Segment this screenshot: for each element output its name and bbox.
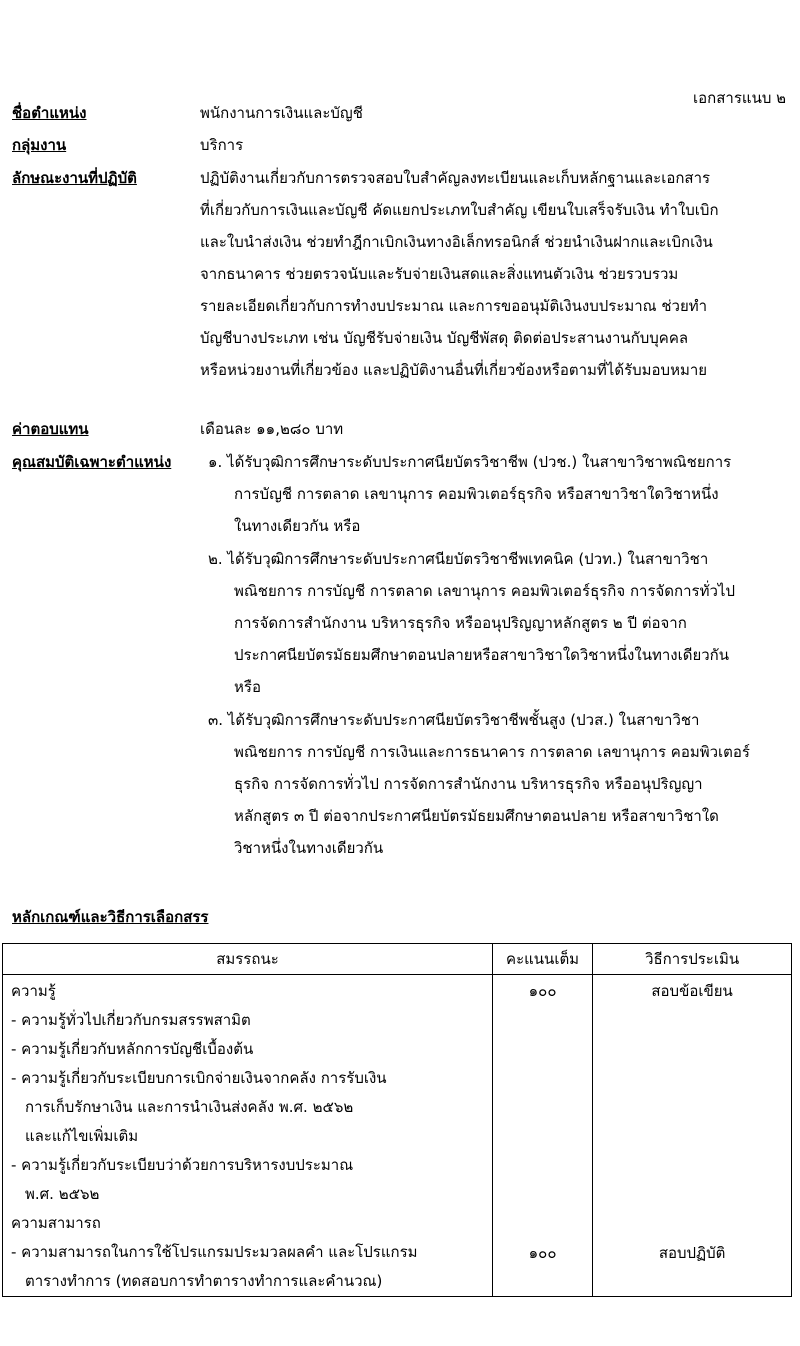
- position-row: [12, 97, 790, 129]
- sub-item-line: - ความรู้เกี่ยวกับหลักการบัญชีเบื้องต้น: [11, 1040, 254, 1058]
- compensation-value: เดือนละ ๑๑,๒๘๐ บาท: [200, 420, 344, 438]
- job-group-value: บริการ: [200, 136, 244, 154]
- qualifications-label: คุณสมบัติเฉพาะตำแหน่ง: [12, 453, 172, 471]
- sub-item-line: ตารางทำการ (ทดสอบการทำตารางทำการและคำนวณ): [25, 1272, 383, 1290]
- qualification-line: ในทางเดียวกัน หรือ: [234, 517, 361, 535]
- competency-sub-item: [11, 1035, 484, 1064]
- qualification-line: พณิชยการ การบัญชี การตลาด เลขานุการ คอมพิวเตอร์ธุรกิจ การจัดการทั่วไป: [234, 582, 735, 600]
- competency-sub-item: [11, 1006, 484, 1035]
- qualification-line: ๑. ได้รับวุฒิการศึกษาระดับประกาศนียบัตรวิชาชีพ (ปวช.) ในสาขาวิชาพณิชยการ: [208, 453, 732, 471]
- duties-line: รายละเอียดเกี่ยวกับการทำงบประมาณ และการขออนุมัติเงินงบประมาณ ช่วยทำ: [200, 297, 708, 315]
- qualification-item: [208, 446, 790, 542]
- duties-description: [200, 162, 790, 386]
- qualifications-row: [12, 446, 790, 865]
- sub-item-line: - ความรู้ทั่วไปเกี่ยวกับกรมสรรพสามิต: [11, 1011, 251, 1029]
- sub-item-line: - ความสามารถในการใช้โปรแกรมประมวลผลคำ และโปรแกรม: [11, 1243, 418, 1261]
- sub-item-line: พ.ศ. ๒๕๖๒: [25, 1185, 100, 1203]
- table-row: [3, 975, 792, 1210]
- qualification-line: ๒. ได้รับวุฒิการศึกษาระดับประกาศนียบัตรวิชาชีพเทคนิค (ปวท.) ในสาขาวิชา: [208, 550, 709, 568]
- competency-sub-item: [11, 1064, 484, 1151]
- qualification-line: วิชาหนึ่งในทางเดียวกัน: [234, 839, 384, 857]
- sub-item-line: - ความรู้เกี่ยวกับระเบียบว่าด้วยการบริหารงบประมาณ: [11, 1156, 354, 1174]
- sub-item-line: และแก้ไขเพิ่มเติม: [25, 1127, 139, 1145]
- qualification-line: พณิชยการ การบัญชี การเงินและการธนาคาร การตลาด เลขานุการ คอมพิวเตอร์: [234, 743, 750, 761]
- assessment-method-cell: สอบปฏิบัติ: [593, 1209, 792, 1297]
- qualification-line: ประกาศนียบัตรมัธยมศึกษาตอนปลายหรือสาขาวิชาใดวิชาหนึ่งในทางเดียวกัน: [234, 646, 730, 664]
- header-assessment-method: วิธีการประเมิน: [593, 944, 792, 975]
- full-score-cell: ๑๐๐: [492, 975, 592, 1210]
- duties-line: จากธนาคาร ช่วยตรวจนับและรับจ่ายเงินสดและสิ่งแทนตัวเงิน ช่วยรวบรวม: [200, 265, 679, 283]
- job-group-label: กลุ่มงาน: [12, 136, 67, 154]
- header-competency: สมรรถนะ: [3, 944, 493, 975]
- compensation-row: [12, 413, 790, 445]
- qualification-line: การบัญชี การตลาด เลขานุการ คอมพิวเตอร์ธุรกิจ หรือสาขาวิชาใดวิชาหนึ่ง: [234, 485, 719, 503]
- full-score-cell: ๑๐๐: [492, 1209, 592, 1297]
- table-row: [3, 1209, 792, 1297]
- duties-line: บัญชีบางประเภท เช่น บัญชีรับจ่ายเงิน บัญชีพัสดุ ติดต่อประสานงานกับบุคคล: [200, 329, 689, 347]
- qualification-item: [208, 543, 790, 703]
- qualification-line: ๓. ได้รับวุฒิการศึกษาระดับประกาศนียบัตรวิชาชีพชั้นสูง (ปวส.) ในสาขาวิชา: [208, 711, 700, 729]
- qualification-line: การจัดการสำนักงาน บริหารธุรกิจ หรืออนุปริญญาหลักสูตร ๒ ปี ต่อจาก: [234, 614, 687, 632]
- job-group-row: [12, 129, 790, 161]
- table-header-row: [3, 944, 792, 975]
- competency-group-title: ความรู้: [11, 982, 56, 1000]
- duties-line: ปฏิบัติงานเกี่ยวกับการตรวจสอบใบสำคัญลงทะเบียนและเก็บหลักฐานและเอกสาร: [200, 169, 711, 187]
- position-value: พนักงานการเงินและบัญชี: [200, 104, 363, 122]
- duties-line: และใบนำส่งเงิน ช่วยทำฎีกาเบิกเงินทางอิเล็กทรอนิกส์ ช่วยนำเงินฝากและเบิกเงิน: [200, 233, 713, 251]
- duties-line: ที่เกี่ยวกับการเงินและบัญชี คัดแยกประเภทใบสำคัญ เขียนใบเสร็จรับเงิน ทำใบเบิก: [200, 201, 719, 219]
- header-full-score: คะแนนเต็ม: [492, 944, 592, 975]
- position-label: ชื่อตำแหน่ง: [12, 104, 87, 122]
- qualification-line: ธุรกิจ การจัดการทั่วไป การจัดการสำนักงาน บริหารธุรกิจ หรืออนุปริญญา: [234, 775, 703, 793]
- competency-cell-knowledge: [3, 975, 493, 1210]
- duties-line: หรือหน่วยงานที่เกี่ยวข้อง และปฏิบัติงานอื่นที่เกี่ยวข้องหรือตามที่ได้รับมอบหมาย: [200, 361, 708, 379]
- selection-criteria-heading: หลักเกณฑ์และวิธีการเลือกสรร: [12, 908, 209, 926]
- competency-cell-ability: [3, 1209, 493, 1297]
- selection-criteria-table: [2, 943, 792, 1297]
- assessment-method-cell: สอบข้อเขียน: [593, 975, 792, 1210]
- attachment-number: เอกสารแนบ ๒: [693, 89, 786, 107]
- competency-group-title: ความสามารถ: [11, 1214, 101, 1232]
- sub-item-line: - ความรู้เกี่ยวกับระเบียบการเบิกจ่ายเงินจากคลัง การรับเงิน: [11, 1069, 387, 1087]
- duties-label: ลักษณะงานที่ปฏิบัติ: [12, 169, 137, 187]
- competency-sub-item: [11, 1151, 484, 1209]
- qualifications-list: [208, 446, 790, 865]
- competency-sub-item: [11, 1238, 484, 1296]
- duties-row: [12, 162, 790, 386]
- qualification-line: หรือ: [234, 678, 261, 696]
- compensation-label: ค่าตอบแทน: [12, 420, 89, 438]
- qualification-item: [208, 704, 790, 864]
- qualification-line: หลักสูตร ๓ ปี ต่อจากประกาศนียบัตรมัธยมศึกษาตอนปลาย หรือสาขาวิชาใด: [234, 807, 719, 825]
- sub-item-line: การเก็บรักษาเงิน และการนำเงินส่งคลัง พ.ศ. ๒๕๖๒: [25, 1098, 354, 1116]
